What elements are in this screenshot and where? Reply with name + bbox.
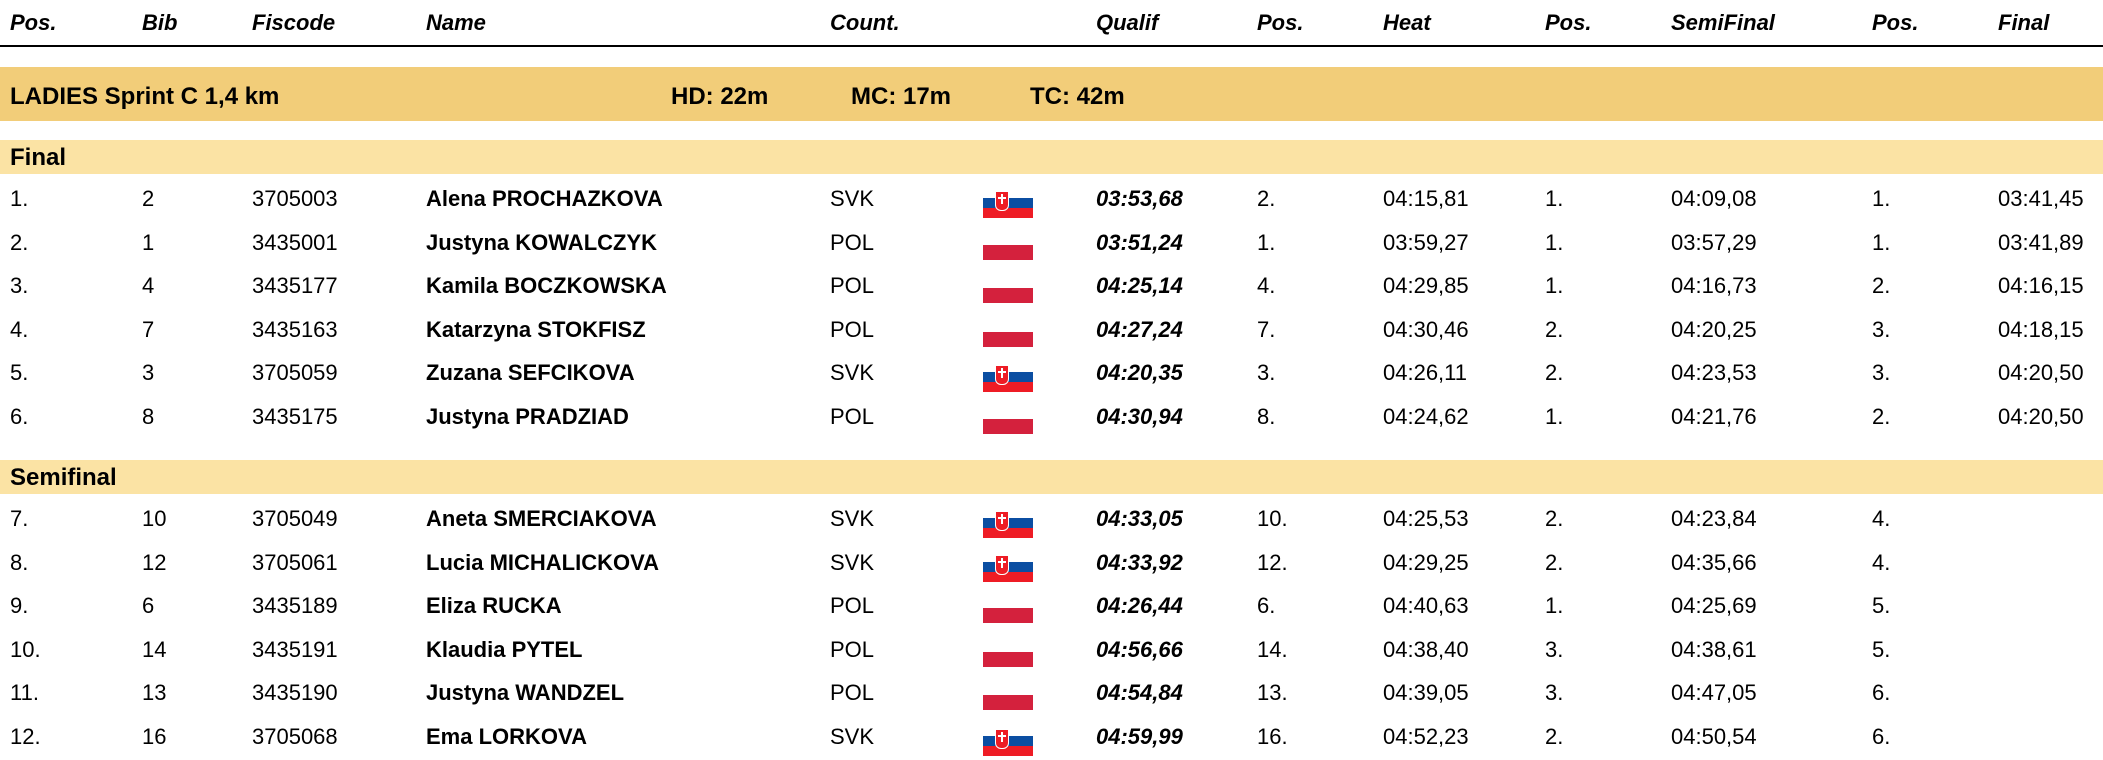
cell-heat: 03:59,27 xyxy=(1383,229,1469,255)
cell-country: POL xyxy=(830,273,875,298)
cell-semi: 04:23,84 xyxy=(1671,506,1757,531)
table-row xyxy=(0,396,2103,440)
cell-qualif: 04:30,94 xyxy=(1096,403,1183,429)
cell-qualif: 03:53,68 xyxy=(1096,186,1183,211)
cell-name: Ema LORKOVA xyxy=(426,723,587,749)
cell-qpos: 8. xyxy=(1257,403,1276,429)
cell-bib: 7 xyxy=(142,316,155,342)
cell-final: 03:41,89 xyxy=(1998,229,2084,255)
cell-hpos: 1. xyxy=(1545,403,1564,429)
cell-bib: 16 xyxy=(142,723,167,749)
cell-name: Aneta SMERCIAKOVA xyxy=(426,506,657,531)
cell-heat: 04:52,23 xyxy=(1383,723,1469,749)
cell-country: SVK xyxy=(830,186,875,211)
cell-hpos: 2. xyxy=(1545,360,1564,385)
header-semi-pos: Pos. xyxy=(1872,10,1919,35)
cell-bib: 14 xyxy=(142,636,167,662)
header-bib: Bib xyxy=(142,10,178,35)
cell-fiscode: 3705068 xyxy=(252,723,338,749)
cell-heat: 04:24,62 xyxy=(1383,403,1469,429)
svk-flag xyxy=(983,552,1033,578)
max-climb: MC: 17m xyxy=(851,83,952,110)
cell-fiscode: 3435001 xyxy=(252,229,338,255)
table-row xyxy=(0,265,2103,309)
cell-heat: 04:40,63 xyxy=(1383,593,1469,618)
svk-flag xyxy=(983,188,1033,214)
cell-name: Zuzana SEFCIKOVA xyxy=(426,360,635,385)
pol-flag xyxy=(983,230,1033,260)
cell-semi: 04:25,69 xyxy=(1671,593,1757,618)
header-heat-pos: Pos. xyxy=(1545,10,1592,35)
cell-spos: 6. xyxy=(1872,723,1891,749)
cell-name: Justyna WANDZEL xyxy=(426,680,625,705)
table-row xyxy=(0,585,2103,629)
cell-heat: 04:30,46 xyxy=(1383,316,1469,342)
cell-spos: 5. xyxy=(1872,636,1891,662)
table-row xyxy=(0,542,2103,586)
cell-qpos: 1. xyxy=(1257,229,1276,255)
pol-flag xyxy=(983,593,1033,623)
pol-flag xyxy=(983,317,1033,347)
cell-name: Katarzyna STOKFISZ xyxy=(426,316,646,342)
height-diff: HD: 22m xyxy=(671,83,769,110)
cell-pos: 8. xyxy=(10,549,29,575)
cell-fiscode: 3435191 xyxy=(252,636,338,662)
cell-spos: 1. xyxy=(1872,229,1891,255)
cell-name: Kamila BOCZKOWSKA xyxy=(426,273,667,298)
cell-bib: 2 xyxy=(142,186,155,211)
cell-semi: 03:57,29 xyxy=(1671,229,1757,255)
cell-qualif: 04:27,24 xyxy=(1096,316,1183,342)
cell-pos: 1. xyxy=(10,186,29,211)
cell-qpos: 7. xyxy=(1257,316,1276,342)
header-name: Name xyxy=(426,10,486,35)
section-label-final: Final xyxy=(10,144,67,171)
cell-hpos: 2. xyxy=(1545,316,1564,342)
header-semifinal: SemiFinal xyxy=(1671,10,1775,35)
cell-qpos: 4. xyxy=(1257,273,1276,298)
cell-semi: 04:35,66 xyxy=(1671,549,1757,575)
section-band-semifinal xyxy=(0,460,2103,494)
cell-hpos: 3. xyxy=(1545,680,1564,705)
cell-pos: 11. xyxy=(10,680,39,705)
cell-country: SVK xyxy=(830,723,875,749)
cell-hpos: 2. xyxy=(1545,723,1564,749)
cell-bib: 12 xyxy=(142,549,167,575)
cell-name: Klaudia PYTEL xyxy=(426,636,583,662)
cell-name: Justyna KOWALCZYK xyxy=(426,229,658,255)
cell-final: 04:16,15 xyxy=(1998,273,2084,298)
cell-pos: 10. xyxy=(10,636,41,662)
cell-qpos: 10. xyxy=(1257,506,1288,531)
cell-pos: 9. xyxy=(10,593,29,618)
cell-final: 04:20,50 xyxy=(1998,360,2084,385)
cell-qualif: 04:56,66 xyxy=(1096,636,1183,662)
cell-bib: 13 xyxy=(142,680,167,705)
cell-qualif: 04:33,92 xyxy=(1096,549,1183,575)
cell-name: Alena PROCHAZKOVA xyxy=(426,186,663,211)
cell-final: 04:18,15 xyxy=(1998,316,2084,342)
cell-spos: 4. xyxy=(1872,506,1891,531)
cell-qualif: 03:51,24 xyxy=(1096,229,1183,255)
section-label-semifinal: Semifinal xyxy=(10,464,117,491)
race-title: LADIES Sprint C 1,4 km xyxy=(10,83,280,110)
table-row xyxy=(0,629,2103,673)
svk-flag xyxy=(983,726,1033,752)
cell-spos: 6. xyxy=(1872,680,1891,705)
cell-country: POL xyxy=(830,593,875,618)
header-heat: Heat xyxy=(1383,10,1431,35)
cell-pos: 3. xyxy=(10,273,29,298)
table-row xyxy=(0,672,2103,716)
cell-bib: 3 xyxy=(142,360,155,385)
cell-pos: 4. xyxy=(10,316,29,342)
pol-flag xyxy=(983,404,1033,434)
cell-country: POL xyxy=(830,229,875,255)
cell-hpos: 1. xyxy=(1545,593,1564,618)
cell-semi: 04:09,08 xyxy=(1671,186,1757,211)
cell-pos: 5. xyxy=(10,360,29,385)
cell-bib: 4 xyxy=(142,273,155,298)
cell-heat: 04:15,81 xyxy=(1383,186,1469,211)
cell-heat: 04:29,25 xyxy=(1383,549,1469,575)
cell-country: POL xyxy=(830,636,875,662)
cell-bib: 10 xyxy=(142,506,167,531)
cell-spos: 2. xyxy=(1872,273,1891,298)
cell-hpos: 2. xyxy=(1545,549,1564,575)
header-divider xyxy=(0,45,2103,47)
cell-semi: 04:20,25 xyxy=(1671,316,1757,342)
cell-name: Lucia MICHALICKOVA xyxy=(426,549,660,575)
svk-flag xyxy=(983,508,1033,534)
cell-spos: 5. xyxy=(1872,593,1891,618)
cell-hpos: 2. xyxy=(1545,506,1564,531)
header-qualif: Qualif xyxy=(1096,10,1159,35)
cell-fiscode: 3705059 xyxy=(252,360,338,385)
table-row xyxy=(0,178,2103,222)
header-final: Final xyxy=(1998,10,2050,35)
cell-qualif: 04:25,14 xyxy=(1096,273,1183,298)
table-row xyxy=(0,498,2103,542)
cell-fiscode: 3435190 xyxy=(252,680,338,705)
cell-qualif: 04:54,84 xyxy=(1096,680,1183,705)
cell-spos: 3. xyxy=(1872,360,1891,385)
cell-fiscode: 3435175 xyxy=(252,403,338,429)
pol-flag xyxy=(983,637,1033,667)
cell-country: SVK xyxy=(830,506,875,531)
cell-pos: 7. xyxy=(10,506,29,531)
cell-semi: 04:21,76 xyxy=(1671,403,1757,429)
cell-qpos: 16. xyxy=(1257,723,1288,749)
cell-spos: 2. xyxy=(1872,403,1891,429)
cell-pos: 6. xyxy=(10,403,29,429)
cell-spos: 3. xyxy=(1872,316,1891,342)
cell-country: SVK xyxy=(830,360,875,385)
cell-fiscode: 3435163 xyxy=(252,316,338,342)
cell-fiscode: 3705049 xyxy=(252,506,338,531)
table-row xyxy=(0,222,2103,266)
cell-qpos: 13. xyxy=(1257,680,1288,705)
cell-final: 04:20,50 xyxy=(1998,403,2084,429)
cell-country: POL xyxy=(830,680,875,705)
cell-semi: 04:38,61 xyxy=(1671,636,1757,662)
cell-qualif: 04:26,44 xyxy=(1096,593,1183,618)
cell-spos: 4. xyxy=(1872,549,1891,575)
cell-qualif: 04:59,99 xyxy=(1096,723,1183,749)
section-band-final xyxy=(0,140,2103,174)
cell-qpos: 3. xyxy=(1257,360,1276,385)
cell-country: POL xyxy=(830,403,875,429)
cell-country: SVK xyxy=(830,549,875,575)
header-country: Count. xyxy=(830,10,900,35)
cell-country: POL xyxy=(830,316,875,342)
cell-fiscode: 3435189 xyxy=(252,593,338,618)
cell-qualif: 04:33,05 xyxy=(1096,506,1183,531)
cell-semi: 04:23,53 xyxy=(1671,360,1757,385)
pol-flag xyxy=(983,273,1033,303)
cell-final: 03:41,45 xyxy=(1998,186,2084,211)
pol-flag xyxy=(983,680,1033,710)
cell-fiscode: 3705003 xyxy=(252,186,338,211)
table-row xyxy=(0,309,2103,353)
cell-pos: 12. xyxy=(10,723,41,749)
cell-bib: 8 xyxy=(142,403,155,429)
header-fiscode: Fiscode xyxy=(252,10,336,35)
cell-pos: 2. xyxy=(10,229,29,255)
cell-qpos: 12. xyxy=(1257,549,1288,575)
table-row xyxy=(0,352,2103,396)
cell-heat: 04:25,53 xyxy=(1383,506,1469,531)
cell-name: Eliza RUCKA xyxy=(426,593,562,618)
cell-heat: 04:39,05 xyxy=(1383,680,1469,705)
cell-hpos: 1. xyxy=(1545,229,1564,255)
cell-qualif: 04:20,35 xyxy=(1096,360,1183,385)
cell-name: Justyna PRADZIAD xyxy=(426,403,629,429)
cell-qpos: 2. xyxy=(1257,186,1276,211)
cell-bib: 1 xyxy=(142,229,155,255)
cell-heat: 04:38,40 xyxy=(1383,636,1469,662)
cell-fiscode: 3435177 xyxy=(252,273,338,298)
cell-qpos: 14. xyxy=(1257,636,1288,662)
cell-heat: 04:26,11 xyxy=(1383,360,1468,385)
total-climb: TC: 42m xyxy=(1030,83,1125,110)
cell-fiscode: 3705061 xyxy=(252,549,338,575)
cell-spos: 1. xyxy=(1872,186,1891,211)
cell-semi: 04:47,05 xyxy=(1671,680,1757,705)
cell-hpos: 1. xyxy=(1545,273,1564,298)
svk-flag xyxy=(983,362,1033,388)
cell-bib: 6 xyxy=(142,593,155,618)
cell-semi: 04:16,73 xyxy=(1671,273,1757,298)
cell-qpos: 6. xyxy=(1257,593,1276,618)
cell-heat: 04:29,85 xyxy=(1383,273,1469,298)
cell-semi: 04:50,54 xyxy=(1671,723,1757,749)
cell-hpos: 1. xyxy=(1545,186,1564,211)
cell-hpos: 3. xyxy=(1545,636,1564,662)
header-pos: Pos. xyxy=(10,10,57,35)
header-qual-pos: Pos. xyxy=(1257,10,1304,35)
